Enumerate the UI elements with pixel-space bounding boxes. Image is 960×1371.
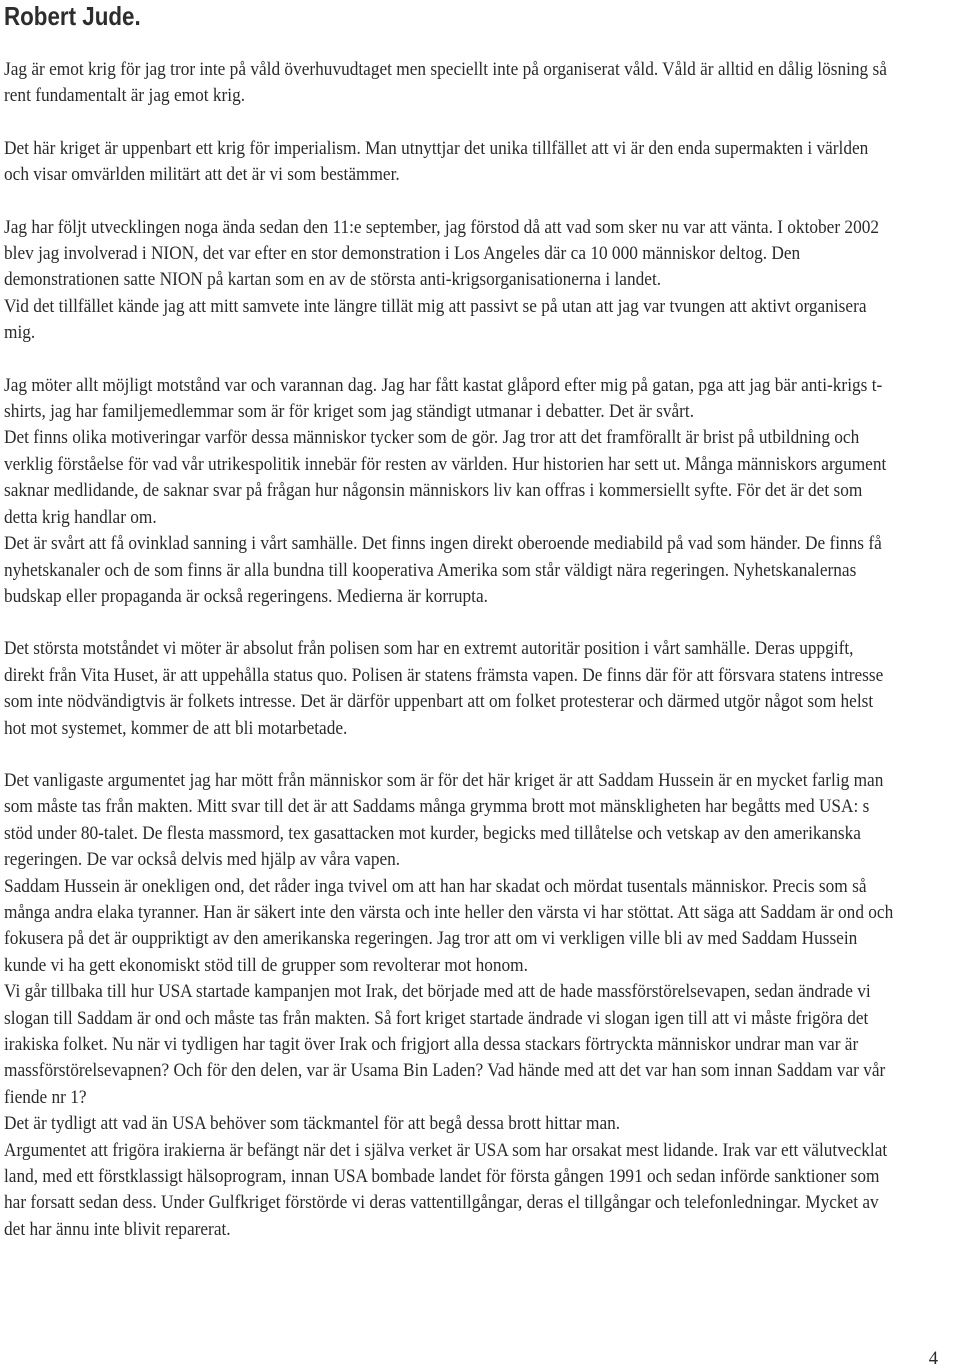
page-number: 4 <box>928 1348 938 1369</box>
paragraph: Saddam Hussein är onekligen ond, det råder inga tvivel om att han har skadat och mördat tusentals människor. Precis som så många andra elaka tyranner. Han är säkert inte den värsta och inte heller den värsta vi har stöttat. Att säga att Saddam är ond och fokusera på det är ouppriktigt av den amerikanska regeringen. Jag tror att om vi verkligen ville bli av med Saddam Hussein kunde vi ha gett ekonomiskt stöd till de grupper som revolterar mot honom. <box>4 875 894 976</box>
article-body <box>4 57 897 1243</box>
paragraph: Det största motståndet vi möter är absolut från polisen som har en extremt autoritär position i vårt samhälle. Deras uppgift, direkt från Vita Huset, är att uppehålla status quo. Polisen är statens främsta vapen. De finns där för att försvara statens intresse som inte nödvändigtvis är folkets intresse. Det är därför uppenbart att om folket protesterar och därmed utgör något som helst hot mot systemet, kommer de att bli motarbetade. <box>4 638 884 739</box>
author-heading: Robert Jude. <box>4 1 141 31</box>
paragraph: Jag har följt utvecklingen noga ända sedan den 11:e september, jag förstod då att vad som sker nu var att vänta. I oktober 2002 blev jag involverad i NION, det var efter en stor demonstration i Los Angeles där ca 10 000 människor deltog. Den demonstrationen satte NION på kartan som en av de största anti-krigsorganisationerna i landet. <box>4 216 880 291</box>
paragraph: Det är svårt att få ovinklad sanning i vårt samhälle. Det finns ingen direkt oberoende mediabild på vad som händer. De finns få nyhetskanaler och de som finns är alla bundna till kooperativa Amerika som står väldigt nära regeringen. Nyhetskanalernas budskap eller propaganda är också regeringens. Medierna är korrupta. <box>4 533 882 607</box>
paragraph: Vid det tillfället kände jag att mitt samvete inte längre tillät mig att passivt se på utan att jag var tvungen att aktivt organisera mig. <box>4 295 867 344</box>
paragraph: Jag är emot krig för jag tror inte på våld överhuvudtaget men speciellt inte på organiserat våld. Våld är alltid en dålig lösning så rent fundamentalt är jag emot krig. <box>4 59 887 107</box>
paragraph: Argumentet att frigöra irakierna är befängt när det i själva verket är USA som har orsakat mest lidande. Irak var ett välutvecklat land, med ett förstklassigt hälsoprogram, innan USA bombade landet för första gången 1991 och sedan införde sanktioner som har forsatt sedan dess. Under Gulfkriget förstörde vi deras vattentillgångar, deras el tillgångar och telefonledningar. Mycket av det har ännu inte blivit reparerat. <box>4 1139 888 1240</box>
paragraph: Det är tydligt att vad än USA behöver som täckmantel för att begå dessa brott hittar man. <box>4 1113 621 1135</box>
paragraph: Vi går tillbaka till hur USA startade kampanjen mot Irak, det började med att de hade massförstörelsevapen, sedan ändrade vi slogan till Saddam är ond och måste tas från makten. Så fort kriget startade ändrade vi slogan igen till att vi måste frigöra det irakiska folket. Nu när vi tydligen har tagit över Irak och frigjort alla dessa stackars förtryckta människor undrar man var är massförstörelsevapnen? Och för den delen, var är Usama Bin Laden? Vad hände med att det var han som innan Saddam var vår fiende nr 1? <box>4 981 886 1108</box>
paragraph: Jag möter allt möjligt motstånd var och varannan dag. Jag har fått kastat glåpord efter mig på gatan, pga att jag bär anti-krigs t-shirts, jag har familjemedlemmar som är för kriget som jag ständigt utmanar i debatter. Det är svårt. <box>4 374 883 423</box>
paragraph: Det här kriget är uppenbart ett krig för imperialism. Man utnyttjar det unika tillfället att vi är den enda supermakten i världen och visar omvärlden militärt att det är vi som bestämmer. <box>4 137 869 186</box>
paragraph: Det vanligaste argumentet jag har mött från människor som är för det här kriget är att Saddam Hussein är en mycket farlig man som måste tas från makten. Mitt svar till det är att Saddams många grymma brott mot mänskligheten har begåtts med USA: s stöd under 80-talet. De flesta massmord, tex gasattacken mot kurder, begicks med tillåtelse och vetskap av den amerikanska regeringen. De var också delvis med hjälp av våra vapen. <box>4 769 884 871</box>
paragraph: Det finns olika motiveringar varför dessa människor tycker som de gör. Jag tror att det framförallt är brist på utbildning och verklig förståelse för vad vår utrikespolitik innebär för resten av världen. Hur historien har sett ut. Många människors argument saknar medlidande, de saknar svar på frågan hur någonsin människors liv kan offras i kommersiellt syfte. För det är det som detta krig handlar om. <box>4 427 887 528</box>
